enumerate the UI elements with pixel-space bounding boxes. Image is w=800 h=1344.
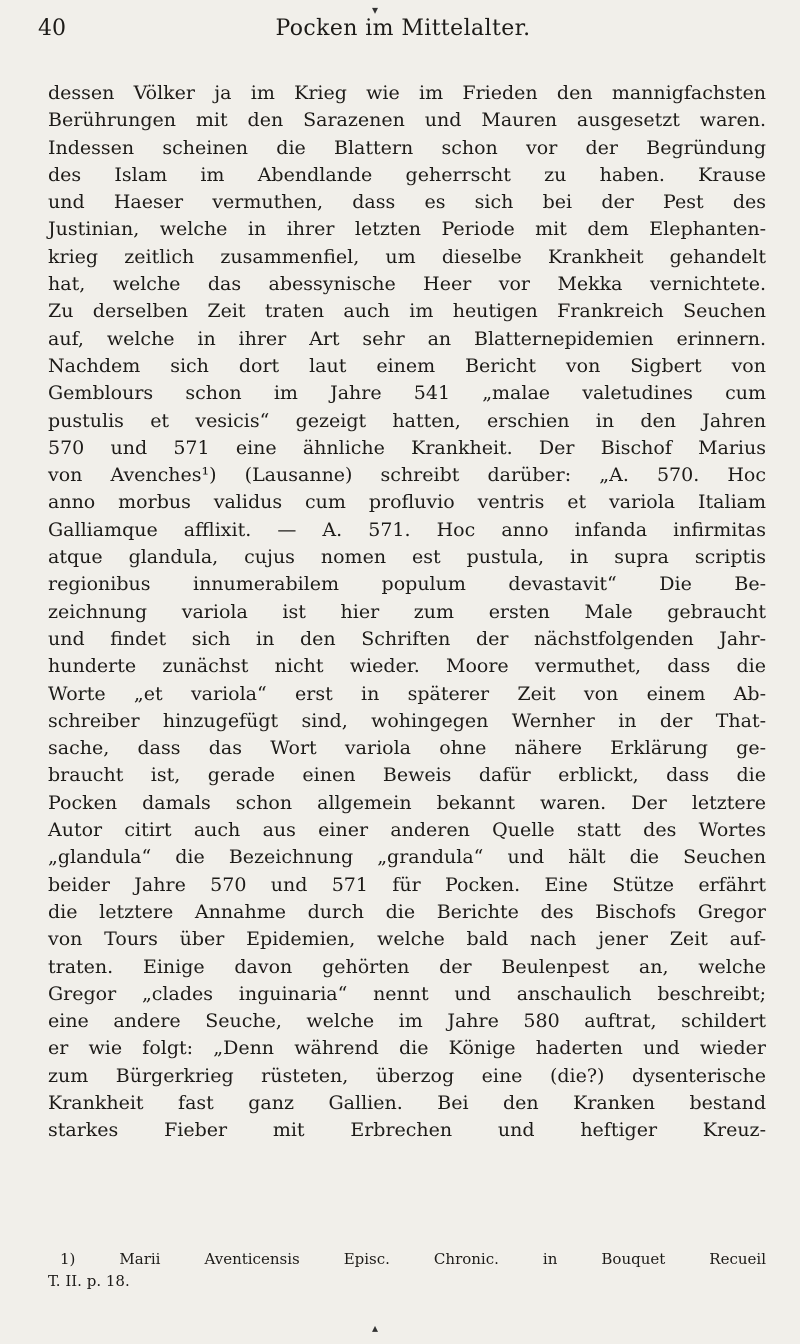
body-text xyxy=(48,80,766,1145)
text-line: pustulis et vesicis“ gezeigt hatten, erschien in den Jahren xyxy=(48,409,766,432)
page-number: 40 xyxy=(38,16,66,41)
text-line: des Islam im Abendlande geherrscht zu haben. Krause xyxy=(48,163,766,186)
text-line: hunderte zunächst nicht wieder. Moore vermuthet, dass die xyxy=(48,655,766,678)
text-line: Krankheit fast ganz Gallien. Bei den Kranken bestand xyxy=(48,1091,766,1114)
text-line: traten. Einige davon gehörten der Beulenpest an, welche xyxy=(48,955,766,978)
footnotes xyxy=(48,1248,766,1292)
page-header xyxy=(38,14,768,44)
text-line: dessen Völker ja im Krieg wie im Frieden den mannigfachsten xyxy=(48,82,766,104)
text-line: „glandula“ die Bezeichnung „grandula“ und hält die Seuchen xyxy=(48,846,766,869)
text-line: krieg zeitlich zusammenfiel, um dieselbe Krankheit gehandelt xyxy=(48,245,766,268)
text-line: regionibus innumerabilem populum devastavit“ Die Be- xyxy=(48,573,766,596)
text-line: Berührungen mit den Sarazenen und Mauren ausgesetzt waren. xyxy=(48,109,766,132)
running-title: Pocken im Mittelalter. xyxy=(275,16,531,41)
text-line: auf, welche in ihrer Art sehr an Blatternepidemien erinnern. xyxy=(48,327,766,350)
footnote-line: 1) Marii Aventicensis Episc. Chronic. in Bouquet Recueil xyxy=(60,1250,766,1268)
text-line: und Haeser vermuthen, dass es sich bei der Pest des xyxy=(48,191,766,214)
text-line: Galliamque afflixit. — A. 571. Hoc anno infanda infirmitas xyxy=(48,518,766,541)
text-line: Autor citirt auch aus einer anderen Quelle statt des Wortes xyxy=(48,819,766,842)
text-line: hat, welche das abessynische Heer vor Mekka vernichtete. xyxy=(48,273,766,296)
page-mark-top: ▾ xyxy=(372,3,379,17)
text-line: von Tours über Epidemien, welche bald nach jener Zeit auf- xyxy=(48,928,766,951)
text-line: schreiber hinzugefügt sind, wohingegen Wernher in der That- xyxy=(48,709,766,732)
text-line: braucht ist, gerade einen Beweis dafür erblickt, dass die xyxy=(48,764,766,787)
text-line: Worte „et variola“ erst in späterer Zeit von einem Ab- xyxy=(48,682,766,705)
text-line: Justinian, welche in ihrer letzten Periode mit dem Elephanten- xyxy=(48,218,766,241)
text-line: die letztere Annahme durch die Berichte des Bischofs Gregor xyxy=(48,900,766,923)
text-line: starkes Fieber mit Erbrechen und heftiger Kreuz- xyxy=(48,1119,766,1142)
text-line: 570 und 571 eine ähnliche Krankheit. Der Bischof Marius xyxy=(48,436,766,459)
text-line: Gregor „clades inguinaria“ nennt und anschaulich beschreibt; xyxy=(48,982,766,1005)
text-line: Indessen scheinen die Blattern schon vor der Begründung xyxy=(48,136,766,159)
text-line: zum Bürgerkrieg rüsteten, überzog eine (die?) dysenterische xyxy=(48,1064,766,1087)
text-line: zeichnung variola ist hier zum ersten Male gebraucht xyxy=(48,600,766,623)
footnote-line: T. II. p. 18. xyxy=(48,1272,130,1290)
text-line: eine andere Seuche, welche im Jahre 580 auftrat, schildert xyxy=(48,1010,766,1033)
text-line: von Avenches¹) (Lausanne) schreibt darüber: „A. 570. Hoc xyxy=(48,464,766,487)
page-mark-bottom: ▴ xyxy=(372,1321,379,1335)
text-line: Nachdem sich dort laut einem Bericht von Sigbert von xyxy=(48,354,766,377)
text-line: anno morbus validus cum profluvio ventris et variola Italiam xyxy=(48,491,766,514)
text-line: und findet sich in den Schriften der nächstfolgenden Jahr- xyxy=(48,627,766,650)
text-line: Zu derselben Zeit traten auch im heutigen Frankreich Seuchen xyxy=(48,300,766,323)
text-line: Pocken damals schon allgemein bekannt waren. Der letztere xyxy=(48,791,766,814)
text-line: er wie folgt: „Denn während die Könige haderten und wieder xyxy=(48,1037,766,1060)
text-line: Gemblours schon im Jahre 541 „malae valetudines cum xyxy=(48,382,766,405)
text-line: beider Jahre 570 und 571 für Pocken. Eine Stütze erfährt xyxy=(48,873,766,896)
text-line: atque glandula, cujus nomen est pustula, in supra scriptis xyxy=(48,546,766,569)
text-line: sache, dass das Wort variola ohne nähere Erklärung ge- xyxy=(48,737,766,760)
